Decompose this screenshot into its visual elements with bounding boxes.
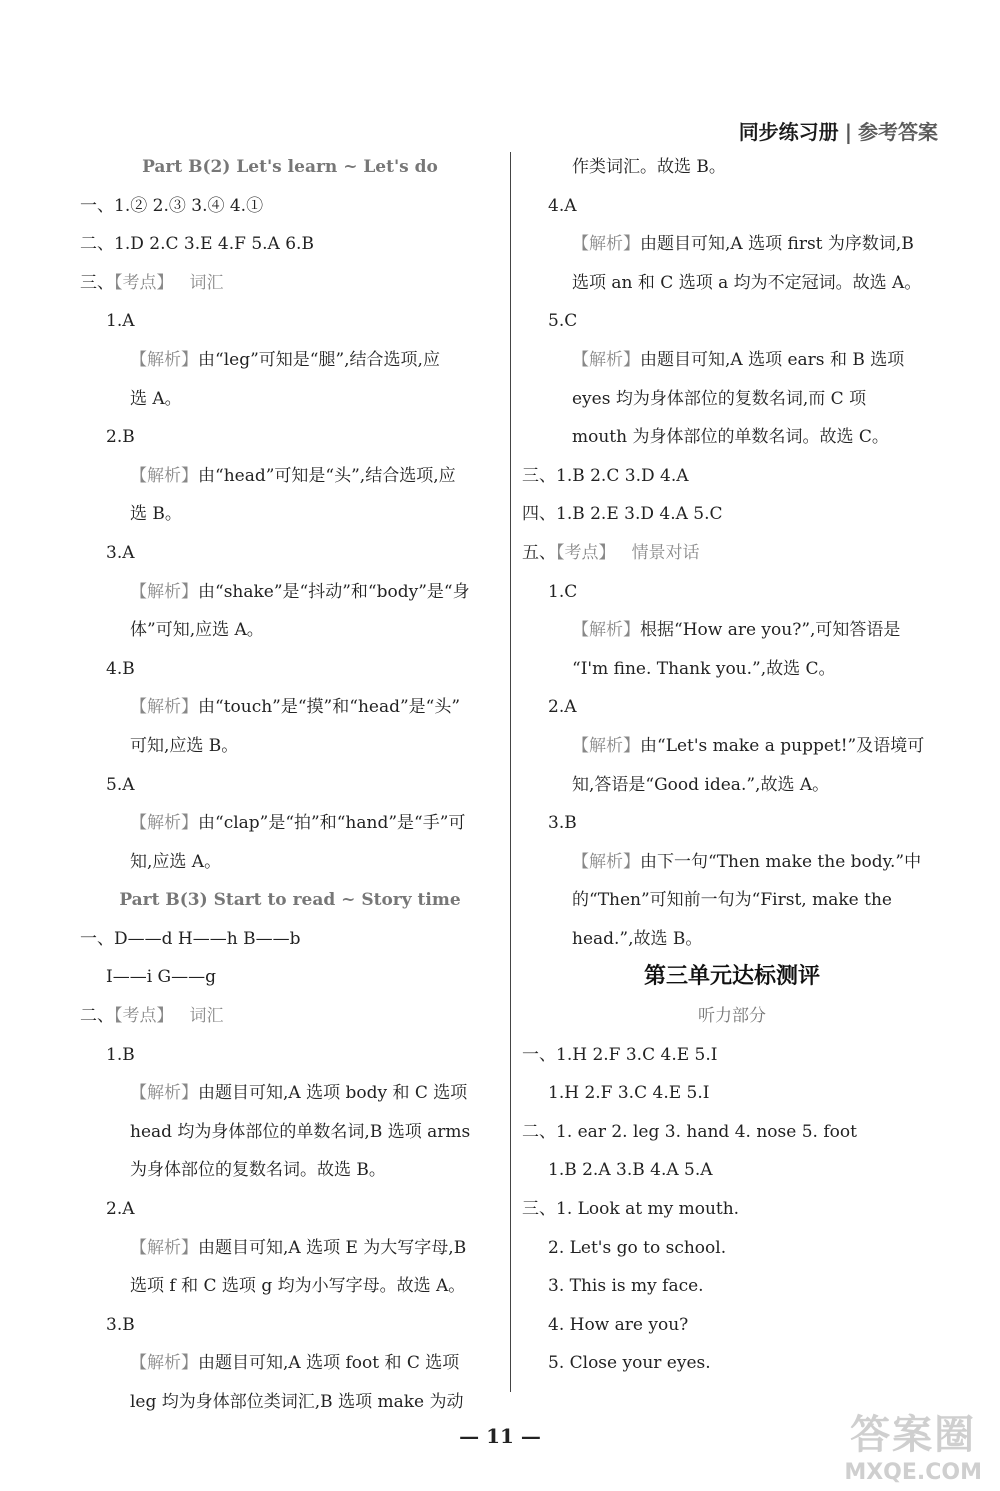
answer-line: 1.B 2.A 3.B 4.A 5.A: [548, 1160, 713, 1181]
question-number: 5.A: [106, 774, 135, 795]
explanation-line: 选 B。: [130, 504, 182, 525]
explanation-line: 的“Then”可知前一句为“First, make the: [572, 890, 892, 911]
explanation-line: 【解析】由“shake”是“抖动”和“body”是“身: [130, 581, 470, 602]
explanation-line: 【解析】由题目可知,A 选项 ears 和 B 选项: [572, 349, 905, 370]
explanation-line: 知,应选 A。: [130, 851, 222, 872]
explanation-line: leg 均为身体部位类词汇,B 选项 make 为动: [130, 1392, 464, 1412]
listening-subtitle: 听力部分: [698, 1006, 766, 1027]
section-five-heading: 五、【考点】 情景对话: [522, 542, 700, 563]
question-number: 1.C: [548, 581, 578, 602]
matching-line: I——i G——g: [106, 967, 217, 988]
section-two-heading: 二、【考点】 词汇: [80, 1006, 224, 1027]
header-book-title: 同步练习册: [738, 120, 839, 144]
explanation-line: head.”,故选 B。: [572, 928, 703, 949]
answer-line: 3. This is my face.: [548, 1276, 704, 1297]
explanation-line: 作类词汇。故选 B。: [572, 157, 726, 177]
answer-line: 三、1.B 2.C 3.D 4.A: [522, 465, 689, 486]
explanation-line: 可知,应选 B。: [130, 735, 239, 756]
question-number: 2.A: [548, 697, 577, 718]
matching-line: 一、D——d H——h B——b: [80, 928, 301, 949]
answer-line: 二、1.D 2.C 3.E 4.F 5.A 6.B: [80, 234, 314, 255]
watermark-text: 答案圈: [850, 1412, 977, 1458]
explanation-line: 【解析】由“clap”是“拍”和“hand”是“手”可: [130, 813, 466, 834]
left-column: [80, 148, 500, 1422]
question-number: 3.B: [548, 813, 577, 834]
explanation-line: eyes 均为身体部位的复数名词,而 C 项: [572, 388, 867, 409]
header-section: 参考答案: [858, 120, 938, 144]
explanation-line: 【解析】由“leg”可知是“腿”,结合选项,应: [130, 349, 440, 370]
explanation-line: 【解析】由题目可知,A 选项 foot 和 C 选项: [130, 1353, 460, 1374]
answer-line: 四、1.B 2.E 3.D 4.A 5.C: [522, 504, 723, 525]
explanation-line: 知,答语是“Good idea.”,故选 A。: [572, 774, 830, 795]
question-number: 3.B: [106, 1314, 135, 1335]
question-number: 4.A: [548, 195, 577, 216]
column-divider: [510, 152, 511, 1392]
explanation-line: “I'm fine. Thank you.”,故选 C。: [572, 658, 836, 679]
answer-line: 4. How are you?: [548, 1314, 689, 1335]
explanation-line: 【解析】由“touch”是“摸”和“head”是“头”: [130, 697, 461, 718]
part-b3-heading: Part B(3) Start to read ~ Story time: [119, 890, 461, 911]
header-separator: |: [844, 120, 852, 144]
question-number: 2.A: [106, 1199, 135, 1220]
unit-test-title: 第三单元达标测评: [643, 964, 820, 990]
answer-line: 1.H 2.F 3.C 4.E 5.I: [548, 1083, 710, 1104]
explanation-line: mouth 为身体部位的单数名词。故选 C。: [572, 427, 889, 448]
question-number: 4.B: [106, 658, 135, 679]
explanation-line: 【解析】由题目可知,A 选项 E 为大写字母,B: [130, 1237, 467, 1258]
part-b2-heading: Part B(2) Let's learn ~ Let's do: [142, 157, 438, 177]
explanation-line: 【解析】根据“How are you?”,可知答语是: [572, 620, 901, 641]
watermark-logo: [844, 1403, 982, 1485]
question-number: 1.B: [106, 1044, 135, 1065]
answer-line: 二、1. ear 2. leg 3. hand 4. nose 5. foot: [522, 1121, 857, 1142]
answer-line: 5. Close your eyes.: [548, 1353, 711, 1374]
explanation-line: 选 A。: [130, 388, 182, 409]
explanation-line: head 均为身体部位的单数名词,B 选项 arms: [130, 1121, 471, 1142]
answer-line: 一、1.② 2.③ 3.④ 4.①: [80, 195, 264, 216]
explanation-line: 为身体部位的复数名词。故选 B。: [130, 1160, 386, 1181]
explanation-line: 【解析】由题目可知,A 选项 first 为序数词,B: [572, 234, 914, 255]
page-header: [739, 116, 938, 145]
explanation-line: 【解析】由“head”可知是“头”,结合选项,应: [130, 465, 456, 486]
explanation-line: 【解析】由题目可知,A 选项 body 和 C 选项: [130, 1083, 468, 1104]
explanation-line: 【解析】由“Let's make a puppet!”及语境可: [572, 735, 925, 756]
question-number: 1.A: [106, 311, 135, 332]
answer-line: 三、1. Look at my mouth.: [522, 1199, 740, 1220]
question-number: 5.C: [548, 311, 578, 332]
explanation-line: 选项 f 和 C 选项 g 均为小写字母。故选 A。: [130, 1276, 466, 1297]
answer-line: 2. Let's go to school.: [548, 1237, 727, 1258]
page-number: — 11 —: [459, 1424, 541, 1448]
watermark-url: MXQE.COM: [844, 1460, 982, 1485]
section-three-heading: 三、【考点】 词汇: [80, 272, 224, 293]
explanation-line: 【解析】由下一句“Then make the body.”中: [572, 851, 922, 872]
explanation-line: 选项 an 和 C 选项 a 均为不定冠词。故选 A。: [572, 272, 922, 293]
question-number: 2.B: [106, 427, 135, 448]
explanation-line: 体”可知,应选 A。: [130, 620, 264, 641]
question-number: 3.A: [106, 542, 135, 563]
right-column: [522, 148, 942, 1383]
answer-line: 一、1.H 2.F 3.C 4.E 5.I: [522, 1044, 718, 1065]
